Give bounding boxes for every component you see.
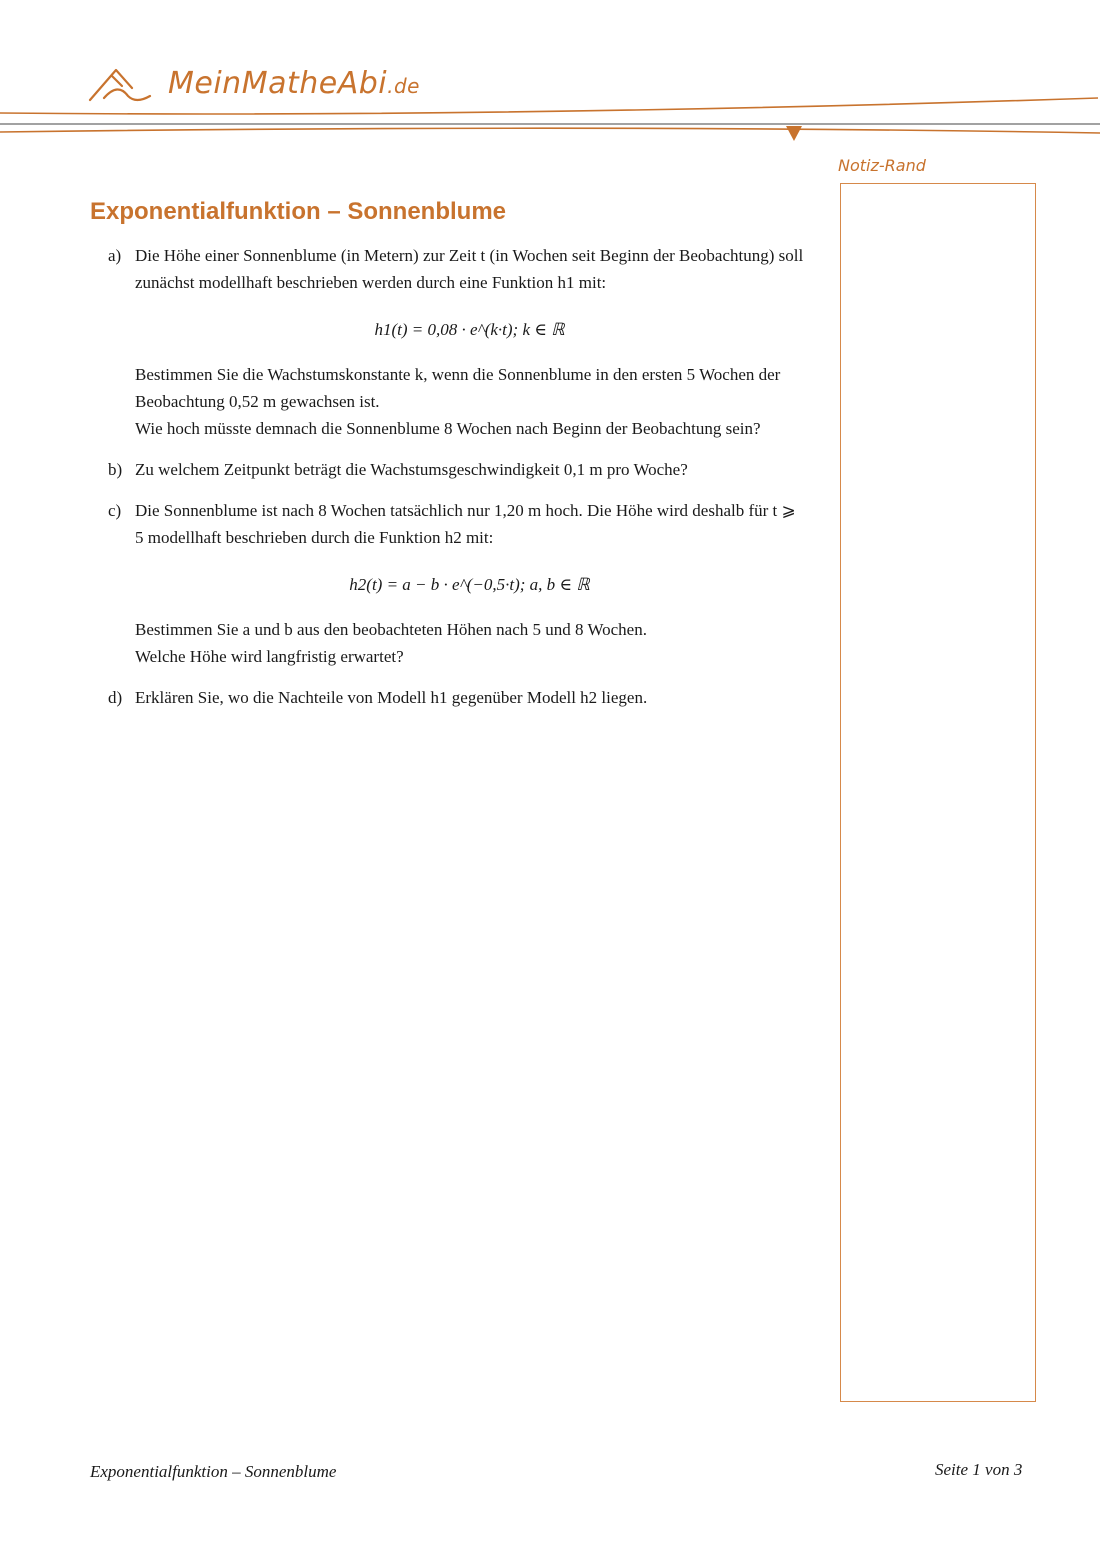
task-text: Bestimmen Sie a und b aus den beobachteten Höhen nach 5 und 8 Wochen. bbox=[135, 620, 647, 639]
task-list bbox=[108, 242, 804, 725]
task-label: b) bbox=[108, 460, 123, 479]
formula: h2(t) = a − b · e^(−0,5·t); a, b ∈ ℝ bbox=[349, 575, 590, 594]
task-a bbox=[108, 242, 804, 442]
task-text: Wie hoch müsste demnach die Sonnenblume 8 Wochen nach Beginn der Beobachtung sein? bbox=[135, 419, 761, 438]
task-text: Zu welchem Zeitpunkt beträgt die Wachstumsgeschwindigkeit 0,1 m pro Woche? bbox=[135, 460, 688, 479]
brand-logo[interactable] bbox=[168, 66, 420, 101]
note-margin-box bbox=[840, 183, 1036, 1402]
task-b bbox=[108, 456, 804, 483]
page-number: Seite 1 von 3 bbox=[935, 1460, 1023, 1479]
brand-tld: .de bbox=[387, 74, 420, 98]
task-text: Welche Höhe wird langfristig erwartet? bbox=[135, 647, 404, 666]
header-marker-icon bbox=[786, 126, 802, 141]
header-rule-top bbox=[0, 98, 1098, 114]
task-intro: Die Höhe einer Sonnenblume (in Metern) zur Zeit t (in Wochen seit Beginn der Beobachtung) soll zunächst modellhaft beschrieben werden durch eine Funktion h1 mit: bbox=[135, 246, 804, 292]
task-label: c) bbox=[108, 501, 122, 520]
task-label: d) bbox=[108, 688, 123, 707]
formula: h1(t) = 0,08 · e^(k·t); k ∈ ℝ bbox=[374, 320, 565, 339]
footer-title: Exponentialfunktion – Sonnenblume bbox=[90, 1462, 337, 1481]
task-d bbox=[108, 684, 804, 711]
brand-name: MeinMatheAbi bbox=[168, 66, 388, 101]
page-title: Exponentialfunktion – Sonnenblume bbox=[90, 198, 507, 225]
task-c bbox=[108, 497, 804, 670]
task-text: Bestimmen Sie die Wachstumskonstante k, wenn die Sonnenblume in den ersten 5 Wochen der Beobachtung 0,52 m gewachsen ist. bbox=[135, 365, 781, 411]
header-rule-bottom bbox=[0, 128, 1100, 133]
task-intro: Die Sonnenblume ist nach 8 Wochen tatsächlich nur 1,20 m hoch. Die Höhe wird deshalb für t ⩾ 5 modellhaft beschrieben durch die Funktion h2 mit: bbox=[135, 501, 796, 547]
mountain-logo-icon bbox=[90, 70, 150, 100]
header-decoration bbox=[0, 0, 1100, 150]
task-text: Erklären Sie, wo die Nachteile von Modell h1 gegenüber Modell h2 liegen. bbox=[135, 688, 648, 707]
task-label: a) bbox=[108, 246, 122, 265]
note-margin-label: Notiz-Rand bbox=[838, 156, 926, 175]
